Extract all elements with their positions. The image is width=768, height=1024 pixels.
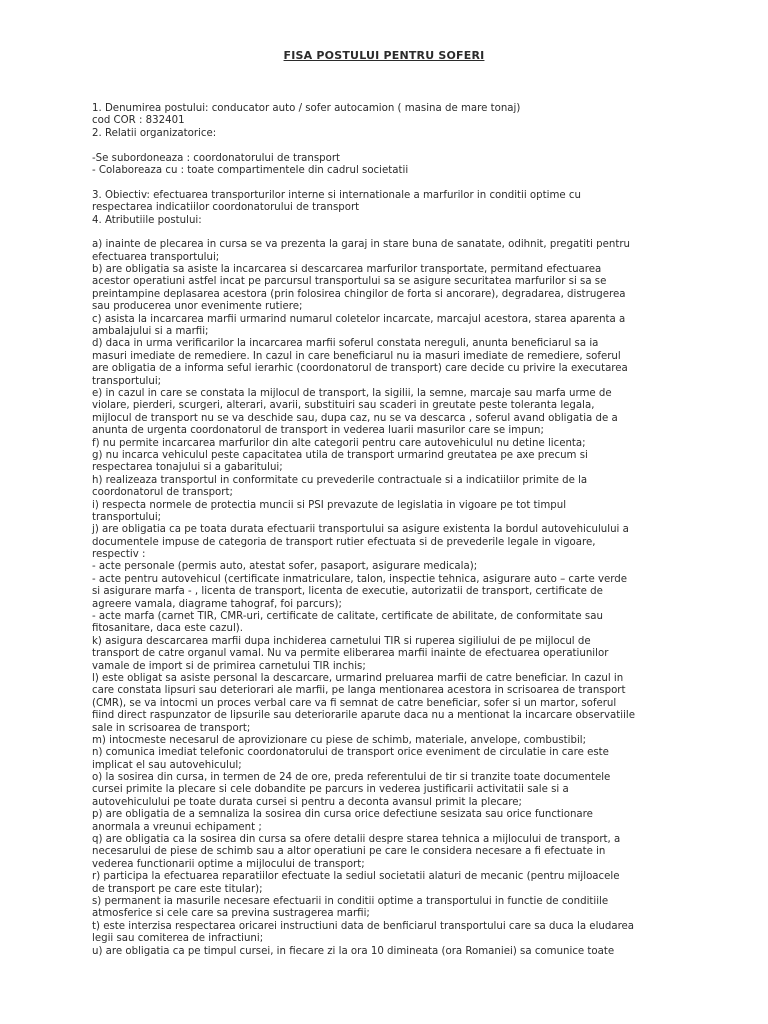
text-line: anormala a vreunui echipament ;: [92, 821, 262, 833]
text-line: anunta de urgenta coordonatorul de transport in vederea luarii masurilor care se impun;: [92, 425, 544, 437]
text-line: (CMR), se va intocmi un proces verbal care va fi semnat de catre beneficiar, sofer si un martor, soferul: [92, 697, 617, 709]
text-line: cursei primite la plecare si cele dobandite pe parcurs in vederea justificarii activitatii sale si a: [92, 784, 569, 796]
text-line: coordonatorul de transport;: [92, 487, 233, 499]
text-line: p) are obligatia de a semnaliza la sosirea din cursa orice defectiune sesizata sau orice functionare: [92, 809, 593, 821]
text-line: f) nu permite incarcarea marfurilor din alte categorii pentru care autovehiculul nu detine licenta;: [92, 437, 586, 449]
text-line: violare, pierderi, scurgeri, alterari, avarii, substituiri sau scaderi in greutate peste toleranta legala,: [92, 400, 595, 412]
text-line: r) participa la efectuarea reparatiilor efectuate la sediul societatii alaturi de mecanic (pentru mijloacele: [92, 871, 620, 883]
text-line: mijlocul de transport nu se va deschide sau, dupa caz, nu se va descarca , soferul avand obligatia de a: [92, 412, 618, 424]
text-line: respectarea indicatiilor coordonatorului de transport: [92, 202, 360, 214]
text-line: respectarea tonajului si a gabaritului;: [92, 462, 283, 474]
text-line: i) respecta normele de protectia muncii si PSI prevazute de legislatia in vigoare pe tot timpul: [92, 499, 567, 511]
text-line: sale in scrisoarea de transport;: [92, 722, 251, 734]
text-line: - Colaboreaza cu : toate compartimentele din cadrul societatii: [92, 164, 409, 176]
text-line: legii sau comiterea de infractiuni;: [92, 933, 264, 945]
section-gap: [92, 177, 688, 189]
text-line: u) are obligatia ca pe timpul cursei, in fiecare zi la ora 10 dimineata (ora Romaniei) sa comunice toate: [92, 945, 615, 957]
section-gap: [92, 227, 688, 239]
text-line: n) comunica imediat telefonic coordonatorului de transport orice eveniment de circulatie in care este: [92, 747, 609, 759]
text-line: 1. Denumirea postului: conducator auto / sofer autocamion ( masina de mare tonaj): [92, 103, 521, 114]
text-line: preintampine deplasarea acestora (prin folosirea chingilor de forta si ancorare), degradarea, distrugerea: [92, 288, 626, 300]
text-line: e) in cazul in care se constata la mijlocul de transport, la sigilii, la semne, marcaje sau marfa urme de: [92, 387, 612, 399]
text-line: sau producerea unor evenimente rutiere;: [92, 301, 303, 313]
text-line: fitosanitare, daca este cazul).: [92, 623, 243, 635]
text-line: -Se subordoneaza : coordonatorului de transport: [92, 152, 341, 164]
text-line: - acte pentru autovehicul (certificate inmatriculare, talon, inspectie tehnica, asigurare auto – carte verde: [92, 573, 627, 585]
text-line: j) are obligatia ca pe toata durata efectuarii transportului sa asigure existenta la bordul autovehiculului a: [92, 524, 629, 536]
text-line: are obligatia de a informa seful ierarhic (coordonatorul de transport) care decide cu privire la executarea: [92, 363, 628, 375]
text-line: b) are obligatia sa asiste la incarcarea si descarcarea marfurilor transportate, permitand efectuarea: [92, 264, 602, 276]
text-line: a) inainte de plecarea in cursa se va prezenta la garaj in stare buna de sanatate, odihnit, pregatiti pentru: [92, 239, 630, 251]
text-line: 3. Obiectiv: efectuarea transporturilor interne si internationale a marfurilor in conditii optime cu: [92, 189, 581, 201]
text-line: de transport pe care este titular);: [92, 883, 263, 895]
document-title: FISA POSTULUI PENTRU SOFERI: [283, 49, 485, 62]
text-line: h) realizeaza transportul in conformitate cu prevederile contractuale si a indicatiilor primite de la: [92, 474, 588, 486]
text-line: transportului;: [92, 375, 162, 387]
text-line: vamale de import si de primirea carnetului TIR inchis;: [92, 660, 366, 672]
text-line: k) asigura descarcarea marfii dupa inchiderea carnetului TIR si ruperea sigiliului de pe mijlocul de: [92, 635, 591, 647]
text-line: g) nu incarca vehiculul peste capacitatea utila de transport urmarind greutatea pe axe precum si: [92, 449, 588, 461]
text-line: fiind direct raspunzator de lipsurile sau deteriorarile aparute daca nu a mentionat la incarcare observatiile: [92, 710, 636, 722]
text-line: s) permanent ia masurile necesare efectuarii in conditii optime a transportului in functie de conditiile: [92, 896, 609, 907]
text-line: documentele impuse de categoria de transport rutier efectuata si de prevederile legale in vigoare,: [92, 536, 596, 548]
section-gap: [92, 140, 688, 152]
document-body: [92, 103, 688, 958]
text-line: si asigurare marfa - , licenta de transport, licenta de executie, autorizatii de transport, certificate de: [92, 586, 603, 598]
text-line: care constata lipsuri sau deteriorari ale marfii, pe langa mentionarea acestora in scrisoarea de transport: [92, 685, 626, 697]
text-line: 4. Atributiile postului:: [92, 214, 202, 226]
text-line: acestor operatiuni astfel incat pe parcursul transportului sa se asigure securitatea marfurilor si sa se: [92, 276, 607, 288]
text-line: efectuarea transportului;: [92, 251, 220, 263]
text-line: transportului;: [92, 511, 162, 523]
text-line: atmosferice si cele care sa previna sustragerea marfii;: [92, 908, 370, 920]
text-line: autovehiculului pe toate durata cursei si pentru a deconta avansul primit la plecare;: [92, 796, 522, 808]
text-line: c) asista la incarcarea marfii urmarind numarul coletelor incarcate, marcajul acestora, starea aparenta a: [92, 313, 626, 325]
text-line: - acte marfa (carnet TIR, CMR-uri, certificate de calitate, certificate de abilitate, de conformitate sau: [92, 611, 603, 623]
text-line: l) este obligat sa asiste personal la descarcare, urmarind preluarea marfii de catre beneficiar. In cazul in: [92, 672, 624, 684]
text-line: d) daca in urma verificarilor la incarcarea marfii soferul constata nereguli, anunta beneficiarul sa ia: [92, 338, 599, 350]
text-line: respectiv :: [92, 549, 146, 561]
text-line: ambalajului si a marfii;: [92, 326, 209, 338]
text-line: o) la sosirea din cursa, in termen de 24 de ore, preda referentului de tir si tranzite toate documentele: [92, 772, 611, 784]
text-line: masuri imediate de remediere. In cazul in care beneficiarul nu ia masuri imediate de remediere, soferul: [92, 350, 621, 362]
text-line: q) are obligatia ca la sosirea din cursa sa ofere detalii despre starea tehnica a mijlocului de transport, a: [92, 834, 621, 846]
text-line: necesarului de piese de schimb sau a altor operatiuni pe care le considera necesare a fi efectuate in: [92, 846, 606, 858]
text-line: 2. Relatii organizatorice:: [92, 127, 217, 139]
text-line: - acte personale (permis auto, atestat sofer, pasaport, asigurare medicala);: [92, 561, 478, 573]
text-line: implicat el sau autovehiculul;: [92, 759, 242, 771]
text-line: m) intocmeste necesarul de aprovizionare cu piese de schimb, materiale, anvelope, combustibil;: [92, 734, 587, 746]
text-line: agreere vamala, diagrame tahograf, foi parcurs);: [92, 598, 342, 610]
text-line: transport de catre organul vamal. Nu va permite eliberarea marfii inainte de efectuarea operatiunilor: [92, 648, 609, 660]
text-line: vederea functionarii optime a mijlocului de transport;: [92, 858, 365, 870]
text-line: t) este interzisa respectarea oricarei instructiuni data de benficiarul transportului care sa duca la eludarea: [92, 920, 635, 932]
text-line: cod COR : 832401: [92, 115, 185, 127]
